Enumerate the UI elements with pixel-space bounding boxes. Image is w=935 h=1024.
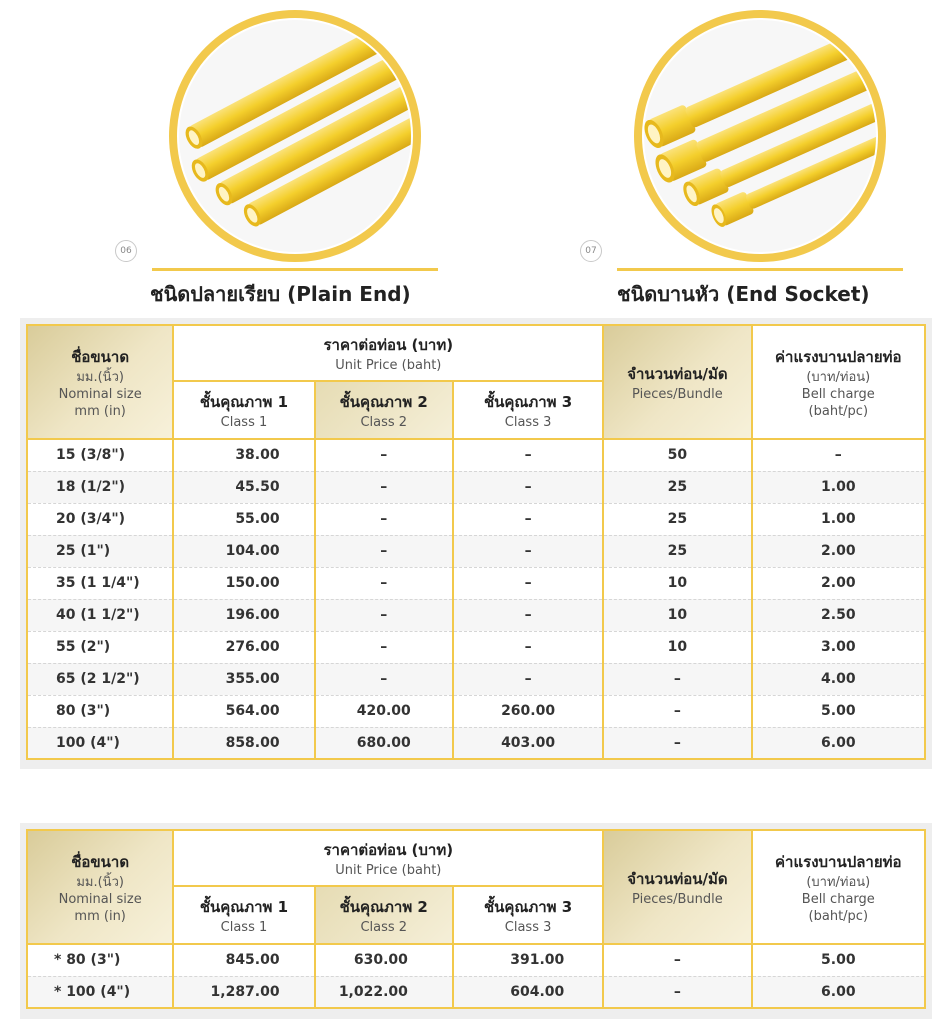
class3-header: ชั้นคุณภาพ 3 Class 3 [453, 886, 603, 944]
pieces-header: จำนวนท่อน/มัด Pieces/Bundle [603, 830, 751, 944]
table-row: 55 (2") 276.00 – – 10 3.00 [27, 631, 925, 663]
size-header: ชื่อขนาด มม.(นิ้ว) Nominal size mm (in) [27, 830, 173, 944]
table-row: 25 (1") 104.00 – – 25 2.00 [27, 535, 925, 567]
price-table [26, 829, 926, 1009]
class3-header: ชั้นคุณภาพ 3 Class 3 [453, 381, 603, 439]
table-row: * 100 (4") 1,287.00 1,022.00 604.00 – 6.00 [27, 976, 925, 1008]
class2-header: ชั้นคุณภาพ 2 Class 2 [315, 886, 453, 944]
table-row: 35 (1 1/4") 150.00 – – 10 2.00 [27, 567, 925, 599]
product-number-badge: 06 [115, 240, 137, 262]
end-socket-pipes-image [630, 6, 890, 266]
product-plain-end [120, 0, 480, 310]
caption-underline [617, 268, 903, 271]
table-row: 65 (2 1/2") 355.00 – – – 4.00 [27, 663, 925, 695]
pieces-header: จำนวนท่อน/มัด Pieces/Bundle [603, 325, 751, 439]
product-end-socket [585, 0, 935, 310]
price-table-1 [20, 318, 932, 769]
product-caption: ชนิดบานหัว (End Socket) [617, 282, 870, 306]
price-table [26, 324, 926, 760]
table-row: 40 (1 1/2") 196.00 – – 10 2.50 [27, 599, 925, 631]
table-row: * 80 (3") 845.00 630.00 391.00 – 5.00 [27, 944, 925, 976]
class2-header: ชั้นคุณภาพ 2 Class 2 [315, 381, 453, 439]
product-number-badge: 07 [580, 240, 602, 262]
table-row: 15 (3/8") 38.00 – – 50 – [27, 439, 925, 471]
plain-end-pipes-image [165, 6, 425, 266]
unit-price-header: ราคาต่อท่อน (บาท) Unit Price (baht) [173, 325, 603, 381]
table-row: 20 (3/4") 55.00 – – 25 1.00 [27, 503, 925, 535]
price-table-2 [20, 823, 932, 1019]
table-row: 18 (1/2") 45.50 – – 25 1.00 [27, 471, 925, 503]
unit-price-header: ราคาต่อท่อน (บาท) Unit Price (baht) [173, 830, 603, 886]
table-row: 80 (3") 564.00 420.00 260.00 – 5.00 [27, 695, 925, 727]
class1-header: ชั้นคุณภาพ 1 Class 1 [173, 381, 314, 439]
bell-charge-header: ค่าแรงบานปลายท่อ (บาท/ท่อน) Bell charge (baht/pc) [752, 830, 925, 944]
size-header: ชื่อขนาด มม.(นิ้ว) Nominal size mm (in) [27, 325, 173, 439]
table-row: 100 (4") 858.00 680.00 403.00 – 6.00 [27, 727, 925, 759]
class1-header: ชั้นคุณภาพ 1 Class 1 [173, 886, 314, 944]
product-caption: ชนิดปลายเรียบ (Plain End) [150, 282, 411, 306]
caption-underline [152, 268, 438, 271]
bell-charge-header: ค่าแรงบานปลายท่อ (บาท/ท่อน) Bell charge (baht/pc) [752, 325, 925, 439]
